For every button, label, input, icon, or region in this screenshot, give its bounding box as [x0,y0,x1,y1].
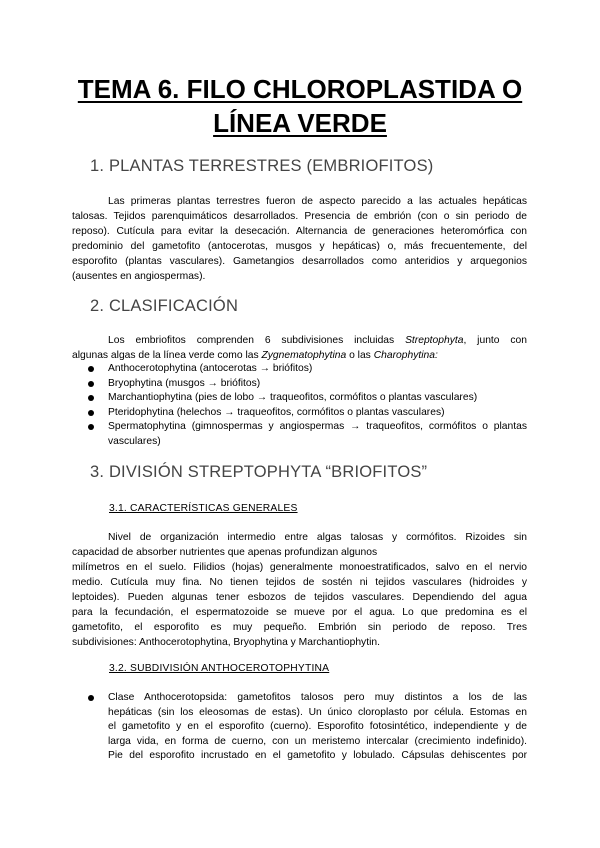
list-item: Anthocerotophytina (antocerotas → briófitos) [72,362,527,377]
bullet-icon [88,410,94,416]
section-1-heading: 1. PLANTAS TERRESTRES (EMBRIOFITOS) [90,157,434,175]
subsection-3-2-list [72,691,527,764]
bullet-icon [88,366,94,372]
paragraph-line: milímetros en el suelo. Filidios (hojas) generalmente monoestratificados, salvo en el nervio [72,562,527,573]
paragraph-line: Nivel de organización intermedio entre algas talosas y cormófitos. Rizoides sin [108,532,527,543]
subsection-3-1-heading: 3.1. CARACTERÍSTICAS GENERALES [109,503,298,514]
paragraph-line: medio. Cutícula muy fina. No tienen tejidos de sostén ni tejidos vasculares (hidroides y [72,577,527,588]
list-item: Clase Anthocerotopsida: gametofitos talosos pero muy distintos a los de las hepáticas (sin los eleosomas de estas). Un único cloroplasto por célula. Estomas en el gametofito y en el esporofito (cuerno). Esporofito fotosintético, independiente y de larga vida, en forma de cuerno, con un meristemo intercalar (crecimiento indefinido). Pie del esporofito incrustado en el gametofito y lobulado. Cápsulas dehiscentes por [72,691,527,764]
title-line-2: LÍNEA VERDE [213,108,387,138]
page-title [60,72,540,140]
paragraph-line: capacidad de absorber nutrientes que apenas profundizan algunos [72,547,378,558]
list-item: Pteridophytina (helechos → traqueofitos, cormófitos o plantas vasculares) [72,406,527,421]
section-2-heading: 2. CLASIFICACIÓN [90,297,239,315]
paragraph-line: leptoides). Pueden algunas tener esbozos de tejidos vasculares. Dependiendo del agua [72,592,527,603]
bullet-icon [88,381,94,387]
bullet-icon [88,424,94,430]
bullet-icon [88,395,94,401]
paragraph-line: subdivisiones: Anthocerotophytina, Bryophytina y Marchantiophytin. [72,637,380,648]
list-item: Bryophytina (musgos → briófitos) [72,377,527,392]
bullet-icon [88,695,94,701]
paragraph-line: predominio del gametofito (antocerotas, musgos y hepáticas) o, más frecuentemente, del [72,241,527,252]
paragraph-line: para la fecundación, el espermatozoide se mueve por el agua. Lo que predomina es el [72,607,527,618]
classification-list [72,362,527,450]
paragraph-line: reposo). Cutícula para evitar la desecación. Alternancia de generaciones heteromórfica con [72,226,527,237]
paragraph-line: esporofito (plantas vasculares). Gametangios desarrollados como anteridios y arquegonios [72,256,527,267]
paragraph-line: talosas. Tejidos parenquimáticos desarrollados. Presencia de embrión (con o sin periodo de [72,211,527,222]
section-1-paragraph [72,194,527,284]
list-item: Marchantiophytina (pies de lobo → traqueofitos, cormófitos o plantas vasculares) [72,391,527,406]
title-line-1: TEMA 6. FILO CHLOROPLASTIDA O [77,74,523,104]
paragraph-line: Las primeras plantas terrestres fueron de aspecto parecido a las actuales hepáticas [108,196,527,207]
section-3-heading: 3. DIVISIÓN STREPTOPHYTA “BRIOFITOS” [90,463,428,481]
paragraph-line: (ausentes en angiospermas). [72,271,206,282]
list-item: Spermatophytina (gimnospermas y angiospermas → traqueofitos, cormófitos o plantas vasculares) [72,420,527,449]
subsection-3-2-heading: 3.2. SUBDIVISIÓN ANTHOCEROTOPHYTINA [109,663,330,674]
subsection-3-1-paragraph [72,530,527,650]
section-2-intro: Los embriofitos comprenden 6 subdivisiones incluidas Streptophyta, junto con algunas algas de la línea verde como las Zygnematophytina o las Charophytina: [72,335,527,361]
paragraph-line: gametofito, el esporofito es muy pequeño. Embrión sin periodo de reposo. Tres [72,622,527,633]
